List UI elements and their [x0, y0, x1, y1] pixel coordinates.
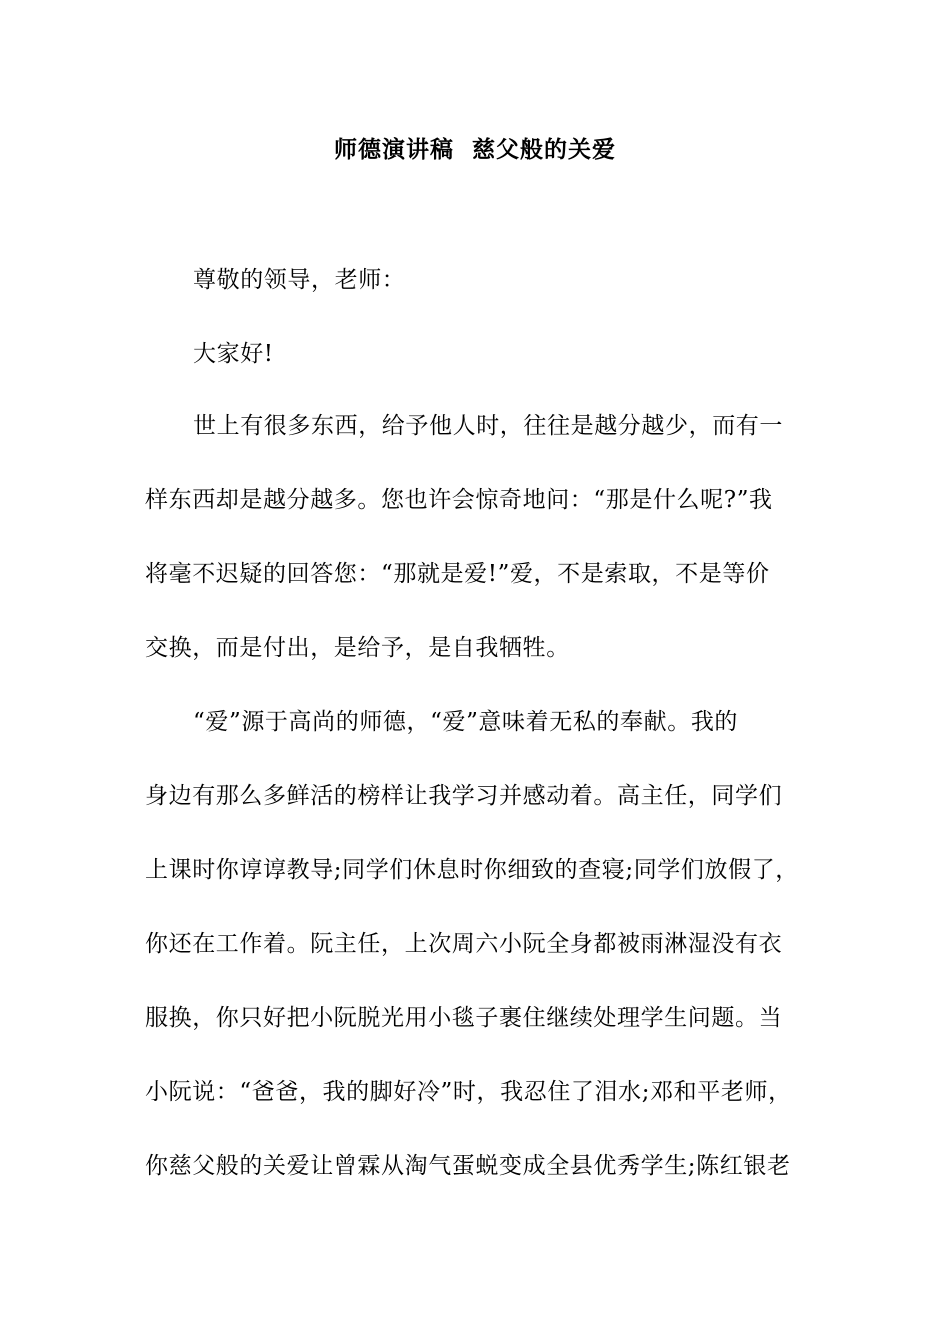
paragraph-line: 将毫不迟疑的回答您：“那就是爱!”爱，不是索取，不是等价: [145, 561, 770, 587]
paragraph-line: 样东西却是越分越多。您也许会惊奇地问：“那是什么呢?”我: [145, 487, 773, 513]
salutation-line: 尊敬的领导，老师：: [193, 267, 406, 293]
paragraph-line: 世上有很多东西，给予他人时，往往是越分越少，而有一: [193, 413, 783, 439]
paragraph-line: 交换，而是付出，是给予，是自我牺牲。: [145, 635, 570, 661]
greeting-line: 大家好!: [193, 341, 274, 367]
document-title: 师德演讲稿 慈父般的关爱: [333, 136, 616, 163]
paragraph-line: 小阮说：“爸爸，我的脚好冷”时，我忍住了泪水;邓和平老师，: [145, 1079, 792, 1105]
paragraph-line: 身边有那么多鲜活的榜样让我学习并感动着。高主任，同学们: [145, 783, 783, 809]
paragraph-line: 你还在工作着。阮主任，上次周六小阮全身都被雨淋湿没有衣: [145, 931, 783, 957]
paragraph-line: 上课时你谆谆教导;同学们休息时你细致的查寝;同学们放假了，: [145, 857, 799, 883]
paragraph-line: “爱”源于高尚的师德，“爱”意味着无私的奉献。我的: [193, 709, 739, 735]
paragraph-line: 你慈父般的关爱让曾霖从淘气蛋蜕变成全县优秀学生;陈红银老: [145, 1153, 791, 1179]
paragraph-line: 服换，你只好把小阮脱光用小毯子裹住继续处理学生问题。当: [145, 1005, 783, 1031]
